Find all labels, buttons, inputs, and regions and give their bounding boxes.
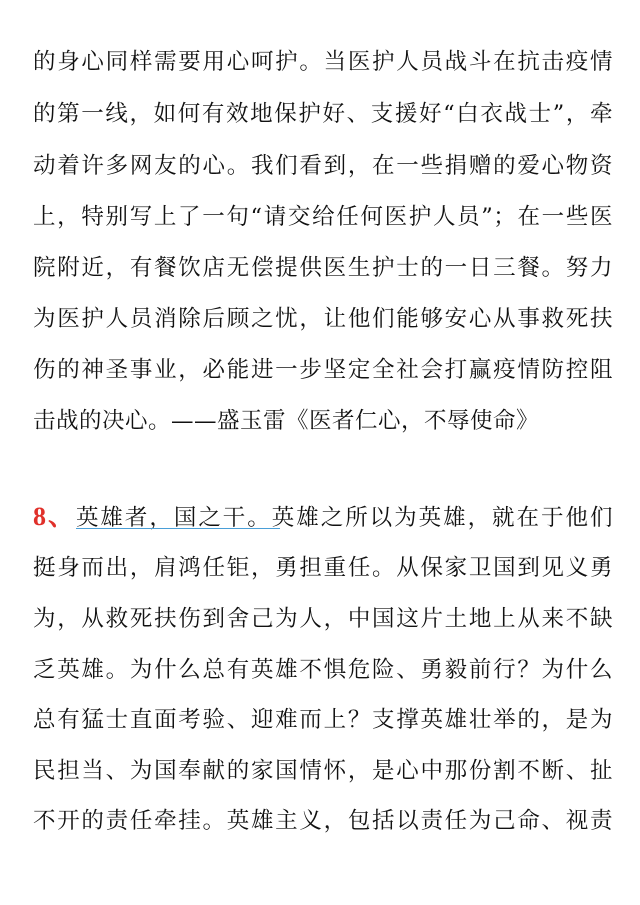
paragraph-1-line-7: 伤的神圣事业，必能进一步坚定全社会打赢疫情防控阻 xyxy=(33,357,613,383)
item-heading xyxy=(76,505,272,531)
paragraph-1-line-3: 动着许多网友的心。我们看到，在一些捐赠的爱心物资 xyxy=(33,153,613,179)
paragraph-2-line-1 xyxy=(33,497,613,537)
paragraph-1-line-8: 击战的决心。——盛玉雷《医者仁心，不辱使命》 xyxy=(33,408,540,434)
paragraph-1-line-6: 为医护人员消除后顾之忧，让他们能够安心从事救死扶 xyxy=(33,306,613,332)
paragraph-2-line-2: 挺身而出，肩鸿任钜，勇担重任。从保家卫国到见义勇 xyxy=(33,555,613,581)
paragraph-1-line-1: 的身心同样需要用心呵护。当医护人员战斗在抗击疫情 xyxy=(33,49,613,75)
paragraph-2-line-4: 乏英雄。为什么总有英雄不惧危险、勇毅前行？为什么 xyxy=(33,657,613,683)
paragraph-2-line-6: 民担当、为国奉献的家国情怀，是心中那份割不断、扯 xyxy=(33,758,613,784)
heading-underline xyxy=(76,528,280,529)
paragraph-1-line-2: 的第一线，如何有效地保护好、支援好“白衣战士”，牵 xyxy=(33,101,613,127)
paragraph-2-line-7: 不开的责任牵挂。英雄主义，包括以责任为己命、视责 xyxy=(33,808,613,834)
paragraph-2-line-1-rest: 英雄之所以为英雄，就在于他们 xyxy=(271,505,613,531)
paragraph-1-line-4: 上，特别写上了一句“请交给任何医护人员”；在一些医 xyxy=(33,204,613,230)
item-number: 8、 xyxy=(33,502,76,531)
item-heading-text: 英雄者，国之干。 xyxy=(75,505,272,531)
paragraph-2-line-5: 总有猛士直面考验、迎难而上？支撑英雄壮举的，是为 xyxy=(33,707,613,733)
paragraph-2-line-3: 为，从救死扶伤到舍己为人，中国这片土地上从来不缺 xyxy=(33,606,613,632)
paragraph-1-line-5: 院附近，有餐饮店无偿提供医生护士的一日三餐。努力 xyxy=(33,255,613,281)
